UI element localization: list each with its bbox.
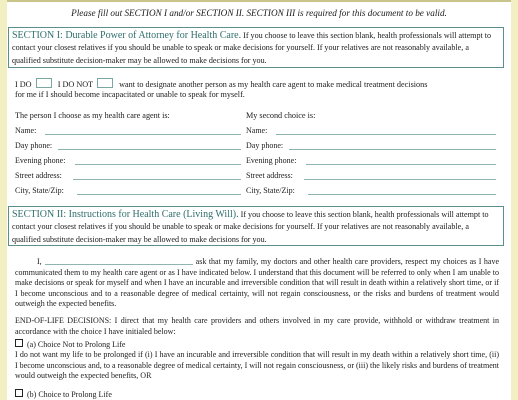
section-2-heading: SECTION II: Instructions for Health Care (Living Will).	[12, 209, 239, 220]
agent-evening-phone-field[interactable]	[15, 156, 65, 165]
i-do-not-checkbox[interactable]	[97, 78, 113, 88]
field-label: Name:	[246, 126, 268, 135]
section-1-heading: SECTION I: Durable Power of Attorney for Health Care.	[12, 30, 242, 41]
designate-text-1: want to designate another person as my health care agent to make medical treatment decisions	[119, 80, 428, 89]
intent-lead: I,	[37, 257, 42, 266]
option-b-checkbox[interactable]	[15, 389, 23, 397]
field-label: City, State/Zip:	[246, 186, 295, 195]
agent-heading: The person I choose as my health care agent is:	[15, 111, 170, 120]
agent-street-line[interactable]	[73, 171, 241, 180]
agent-name-line[interactable]	[45, 126, 241, 135]
option-a-label: (a) Choice Not to Prolong Life	[27, 340, 126, 349]
field-label: Day phone:	[246, 141, 284, 150]
i-do-label: I DO	[15, 80, 32, 89]
agent-city-line[interactable]	[77, 186, 241, 195]
instructions-note: Please fill out SECTION I and/or SECTION II. SECTION III is required for this document to be valid.	[71, 8, 447, 18]
second-city-line[interactable]	[308, 186, 496, 195]
option-a[interactable]	[15, 339, 125, 349]
field-label: Evening phone:	[15, 156, 66, 165]
intent-paragraph	[15, 256, 499, 310]
agent-evening-phone-line[interactable]	[75, 156, 241, 165]
end-of-life-paragraph: END-OF-LIFE DECISIONS: I direct that my health care providers and others involved in my care provide, withhold or withdraw treatment in accordance with the choice I have initialed below:	[15, 316, 499, 336]
option-b[interactable]	[15, 389, 112, 399]
second-name-field[interactable]	[246, 126, 267, 135]
field-label: Name:	[15, 126, 37, 135]
i-do-not-label: I DO NOT	[57, 80, 94, 89]
second-street-line[interactable]	[304, 171, 496, 180]
top-border	[7, 0, 511, 2]
agent-street-field[interactable]	[15, 171, 62, 180]
field-label: Day phone:	[15, 141, 53, 150]
second-choice-heading: My second choice is:	[246, 111, 316, 120]
field-label: Street address:	[246, 171, 293, 180]
agent-name-field[interactable]	[15, 126, 36, 135]
section-1-box	[8, 27, 504, 68]
field-label: Street address:	[15, 171, 62, 180]
section-2-text: If you choose to leave this section blank, health professionals will attempt to contact your closest relatives if you should be unable to speak or make decisions for yourself. If your relatives are not reasonably available, a qualified substitute decision-maker may be allowed to make decisions for you.	[12, 210, 489, 244]
second-evening-phone-field[interactable]	[246, 156, 296, 165]
second-city-field[interactable]	[246, 186, 295, 195]
option-a-checkbox[interactable]	[15, 339, 23, 347]
second-name-line[interactable]	[276, 126, 496, 135]
option-b-label: (b) Choice to Prolong Life	[27, 390, 112, 399]
field-label: Evening phone:	[246, 156, 297, 165]
form-page	[7, 0, 511, 400]
agent-day-phone-line[interactable]	[58, 141, 241, 150]
section-2-box	[8, 206, 504, 246]
designate-text-2: for me if I should become incapacitated or unable to speak for myself.	[15, 90, 245, 99]
agent-day-phone-field[interactable]	[15, 141, 52, 150]
second-day-phone-field[interactable]	[246, 141, 283, 150]
section-1-text: If you choose to leave this section blank, health professionals will attempt to contact your closest relatives if you should be unable to speak or make decisions for yourself. If your relatives are not reasonably available, a qualified substitute decision-maker may be allowed to make decisions for you.	[12, 31, 492, 65]
field-label: City, State/Zip:	[15, 186, 64, 195]
option-a-text: I do not want my life to be prolonged if (i) I have an incurable and irreversible condition that will result in my death within a relatively short time, (ii) I become unconscious and, to a reasonable degree of medical certainty, I will not regain consciousness, or (iii) the likely risks and burdens of treatment would outweigh the expected benefits, OR	[15, 350, 499, 381]
second-day-phone-line[interactable]	[289, 141, 496, 150]
agent-city-field[interactable]	[15, 186, 64, 195]
declarant-name-line[interactable]	[45, 256, 193, 265]
designate-row	[15, 78, 427, 89]
second-street-field[interactable]	[246, 171, 293, 180]
intent-text: ask that my family, my doctors and other health care providers, respect my choices as I have communicated them to my health care agent or as I have indicated below. I understand that this document will be referred to only when I am unable to make decisions or speak for myself and when I have an incurable and irreversible condition that will result in death within a relatively short time, or if I become unconscious and to a reasonable degree of medical certainty, will not regain consciousness, or the risks and burdens of treatment would outweigh the expected benefits.	[15, 257, 499, 309]
i-do-checkbox[interactable]	[36, 78, 52, 88]
second-evening-phone-line[interactable]	[306, 156, 496, 165]
